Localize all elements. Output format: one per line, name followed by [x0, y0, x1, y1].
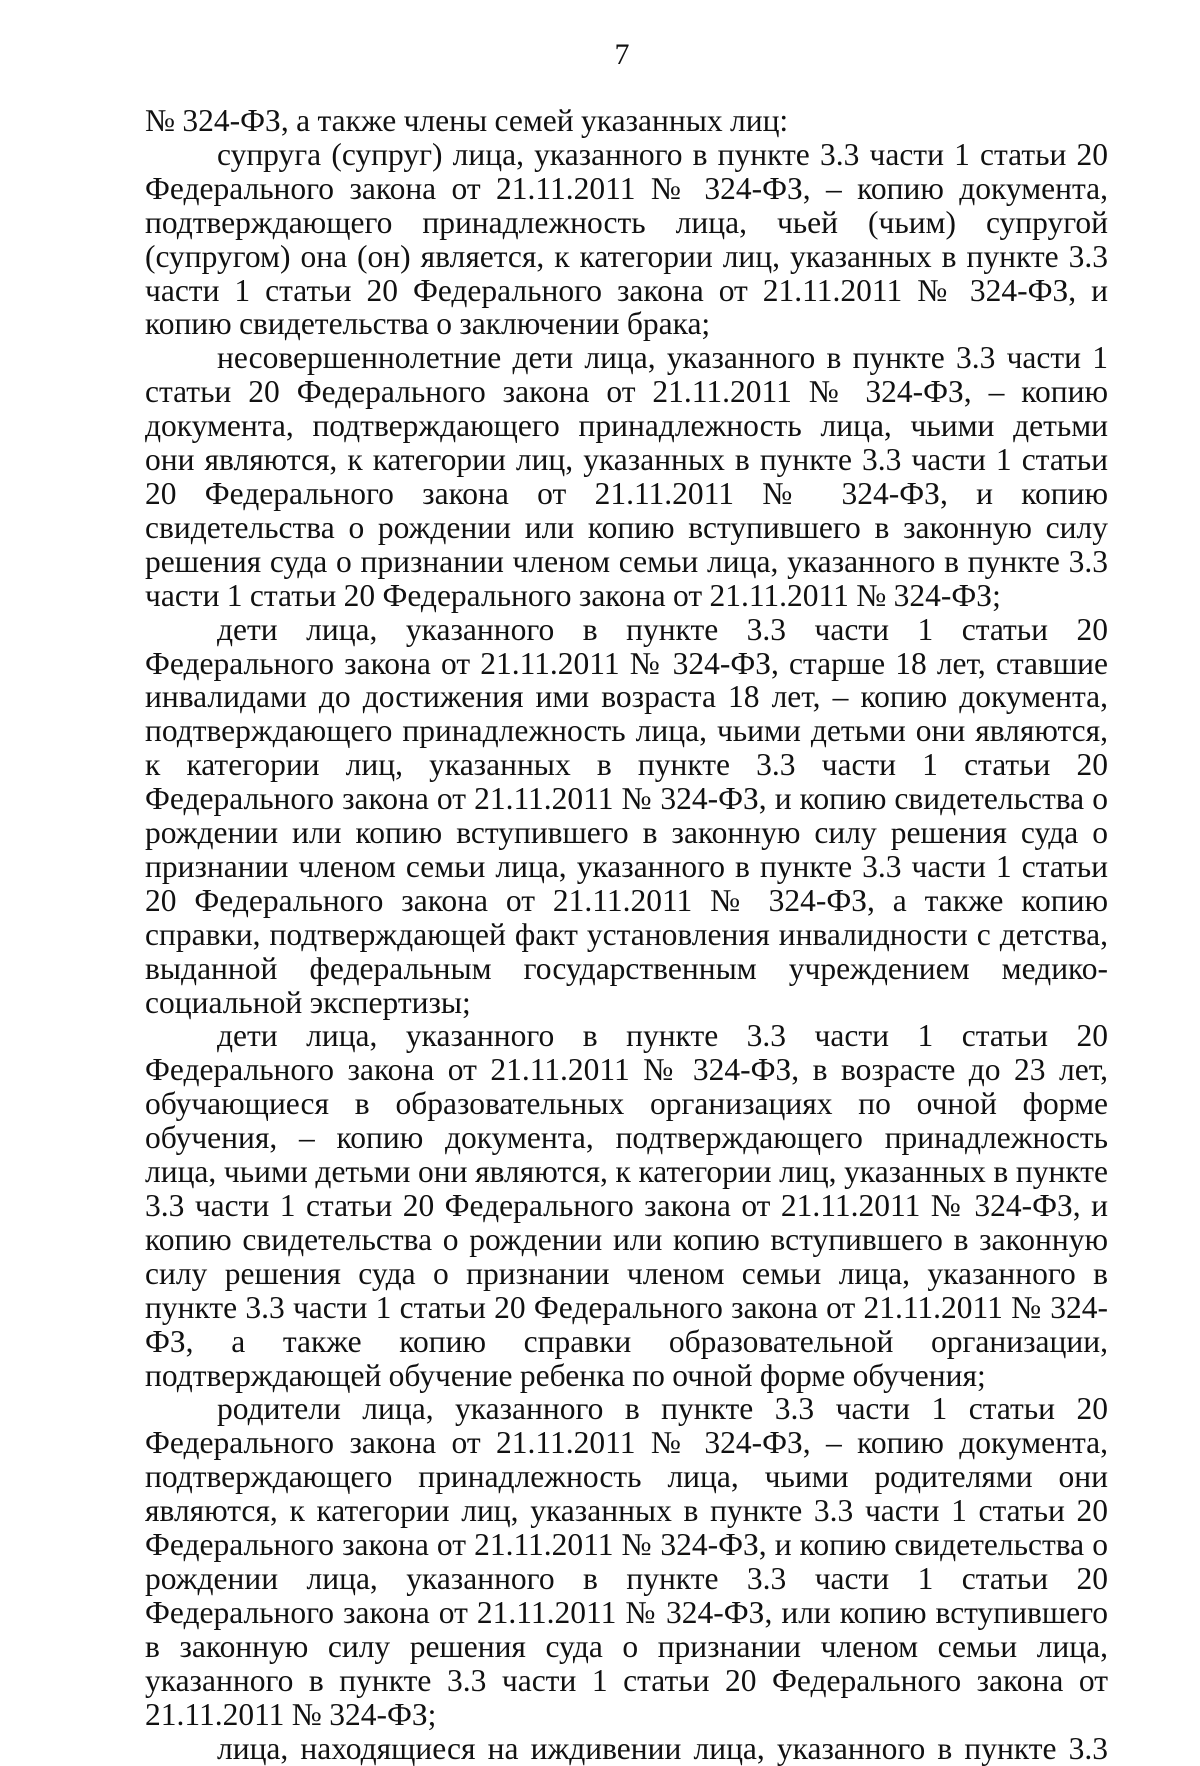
paragraph-spouse: супруга (супруг) лица, указанного в пункте 3.3 части 1 статьи 20 Федерального закона от 21.11.2011 № 324-ФЗ, – копию документа, подтверждающего принадлежность лица, чьей (чьим) супругой (супругом) она (он) является, к категории лиц, указанных в пункте 3.3 части 1 статьи 20 Федерального закона от 21.11.2011 № 324-ФЗ, и копию свидетельства о заключении брака;	[145, 136, 1108, 342]
paragraph-disabled-children: дети лица, указанного в пункте 3.3 части 1 статьи 20 Федерального закона от 21.11.2011 № 324-ФЗ, старше 18 лет, ставшие инвалидами до достижения ими возраста 18 лет, – копию документа, подтверждающего принадлежность лица, чьими детьми они являются, к категории лиц, указанных в пункте 3.3 части 1 статьи 20 Федерального закона от 21.11.2011 № 324-ФЗ, и копию свидетельства о рождении или копию вступившего в законную силу решения суда о признании членом семьи лица, указанного в пункте 3.3 части 1 статьи 20 Федерального закона от 21.11.2011 № 324-ФЗ, а также копию справки, подтверждающей факт установления инвалидности с детства, выданной федеральным государственным учреждением медико-социальной экспертизы;	[145, 611, 1108, 1020]
paragraph-parents: родители лица, указанного в пункте 3.3 части 1 статьи 20 Федерального закона от 21.11.2011 № 324-ФЗ, – копию документа, подтверждающего принадлежность лица, чьими родителями они являются, к категории лиц, указанных в пункте 3.3 части 1 статьи 20 Федерального закона от 21.11.2011 № 324-ФЗ, и копию свидетельства о рождении лица, указанного в пункте 3.3 части 1 статьи 20 Федерального закона от 21.11.2011 № 324-ФЗ, или копию вступившего в законную силу решения суда о признании членом семьи лица, указанного в пункте 3.3 части 1 статьи 20 Федерального закона от 21.11.2011 № 324-ФЗ;	[145, 1391, 1108, 1732]
paragraph-dependents: лица, находящиеся на иждивении лица, указанного в пункте 3.3	[217, 1730, 1108, 1766]
page-number: 7	[614, 38, 630, 71]
paragraph-student-children: дети лица, указанного в пункте 3.3 части 1 статьи 20 Федерального закона от 21.11.2011 № 324-ФЗ, в возрасте до 23 лет, обучающиеся в образовательных организациях по очной форме обучения, – копию документа, подтверждающего принадлежность лица, чьими детьми они являются, к категории лиц, указанных в пункте 3.3 части 1 статьи 20 Федерального закона от 21.11.2011 № 324-ФЗ, и копию свидетельства о рождении или копию вступившего в законную силу решения суда о признании членом семьи лица, указанного в пункте 3.3 части 1 статьи 20 Федерального закона от 21.11.2011 № 324-ФЗ, а также копию справки образовательной организации, подтверждающей обучение ребенка по очной форме обучения;	[145, 1018, 1108, 1393]
paragraph-continuation: № 324-ФЗ, а также члены семей указанных лиц:	[145, 103, 789, 138]
document-body	[145, 104, 1108, 1765]
paragraph-minor-children: несовершеннолетние дети лица, указанного в пункте 3.3 части 1 статьи 20 Федерального закона от 21.11.2011 № 324-ФЗ, – копию документа, подтверждающего принадлежность лица, чьими детьми они являются, к категории лиц, указанных в пункте 3.3 части 1 статьи 20 Федерального закона от 21.11.2011 № 324-ФЗ, и копию свидетельства о рождении или копию вступившего в законную силу решения суда о признании членом семьи лица, указанного в пункте 3.3 части 1 статьи 20 Федерального закона от 21.11.2011 № 324-ФЗ;	[145, 340, 1108, 613]
